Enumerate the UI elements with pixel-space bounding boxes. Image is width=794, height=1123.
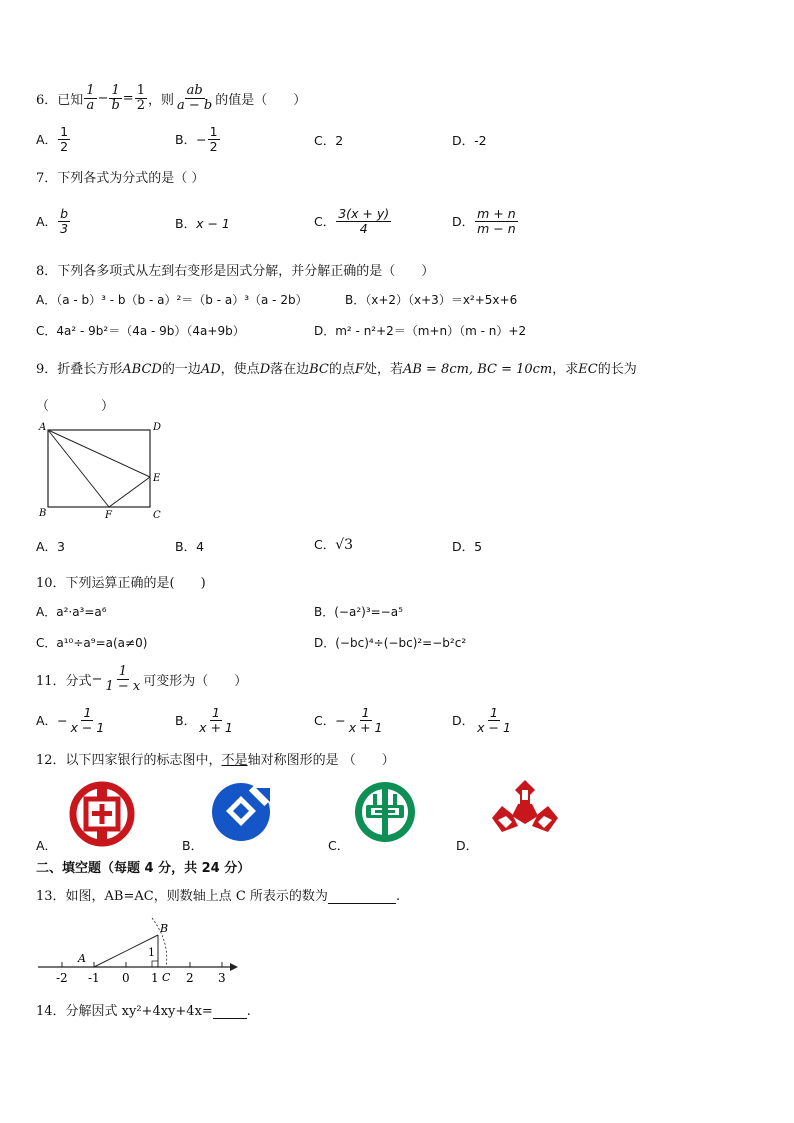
- figure-label-b: B: [39, 508, 47, 519]
- q9-rectangle-figure: [36, 418, 166, 522]
- q12-option-d[interactable]: D．: [456, 838, 479, 853]
- q8-option-b[interactable]: B．（x+2）（x+3）＝x²+5x+6: [345, 293, 518, 307]
- tick-label: 1: [151, 971, 159, 985]
- q6-option-b[interactable]: B． − $\frac{1}{2}$: [175, 124, 218, 154]
- q9-option-d[interactable]: D．5: [452, 539, 483, 554]
- tick-label: 2: [186, 971, 194, 985]
- q7-option-b[interactable]: B．x − 1: [175, 216, 230, 231]
- number-line-label-a: A: [78, 952, 86, 965]
- bocom-logo[interactable]: [210, 778, 276, 844]
- q10-option-a[interactable]: A．a²·a³=a⁶: [36, 605, 107, 619]
- number-line-label-one: 1: [148, 946, 155, 959]
- q8-option-a[interactable]: A．（a - b）³ - b（b - a）²＝（b - a）³（a - 2b）: [36, 293, 308, 307]
- q9-option-b[interactable]: B．4: [175, 539, 205, 554]
- number-line-label-c: C: [162, 971, 171, 984]
- q9-answer-paren: （ ）: [36, 399, 115, 414]
- q13-stem: 13．如图，AB=AC，则数轴上点 C 所表示的数为 .: [36, 889, 401, 904]
- q12-option-a[interactable]: A．: [36, 838, 58, 853]
- q10-option-d[interactable]: D．(−bc)⁴÷(−bc)²=−b²c²: [314, 636, 467, 650]
- q10-option-c[interactable]: C．a¹⁰÷a⁹=a(a≠0): [36, 636, 148, 650]
- q6-option-a[interactable]: A． $\frac{1}{2}$: [36, 124, 69, 154]
- q6-option-d[interactable]: D．-2: [452, 133, 487, 148]
- q7-option-d[interactable]: D． $\frac{m + n}{m - n}$: [452, 206, 516, 236]
- figure-label-e: E: [153, 473, 161, 484]
- fraction: $\frac{ab}{a - b}$: [177, 82, 213, 113]
- q11-option-b[interactable]: B． $\frac{1}{x + 1}$: [175, 705, 233, 735]
- q11-stem: 11．分式 − $\frac{1}{1 - x}$ 可变形为（ ）: [36, 663, 248, 694]
- tick-label: 3: [218, 971, 226, 985]
- q6-option-c[interactable]: C．2: [314, 133, 344, 148]
- q7-option-c[interactable]: C． $\frac{3(x + y)}{4}$: [314, 206, 390, 236]
- fraction: $\frac{1}{a}$: [86, 82, 95, 113]
- q14-stem: 14．分解因式 xy²+4xy+4x= .: [36, 1004, 251, 1019]
- q8-option-d[interactable]: D．m² - n²+2＝（m+n）（m - n）+2: [314, 324, 527, 338]
- q9-stem: 9．折叠长方形ABCD的一边AD，使点D落在边BC的点F处，若AB = 8cm, BC = 10cm，求EC的长为: [36, 362, 637, 377]
- q13-number-line-figure: [36, 912, 242, 988]
- q7-stem: 7．下列各式为分式的是（ ）: [36, 171, 205, 186]
- figure-label-d: D: [153, 422, 162, 433]
- tick-label: 0: [122, 971, 130, 985]
- q8-option-c[interactable]: C．4a² - 9b²＝（4a - 9b）（4a+9b）: [36, 324, 245, 338]
- tick-label: -1: [88, 971, 100, 985]
- figure-label-c: C: [153, 510, 161, 521]
- q10-option-b[interactable]: B．(−a²)³=−a⁵: [314, 605, 403, 619]
- answer-blank[interactable]: [328, 889, 396, 904]
- q12-stem: 12．以下四家银行的标志图中，不是轴对称图形的是 （ ）: [36, 753, 395, 768]
- q9-option-c[interactable]: C．√3: [314, 537, 354, 553]
- bank-d-logo[interactable]: [488, 776, 562, 846]
- figure-label-f: F: [105, 510, 112, 521]
- q11-option-c[interactable]: C． − $\frac{1}{x + 1}$: [314, 705, 383, 735]
- q12-option-b[interactable]: B．: [182, 838, 204, 853]
- q11-option-d[interactable]: D． $\frac{1}{x - 1}$: [452, 705, 511, 735]
- fraction: $\frac{1}{b}$: [111, 82, 120, 113]
- q10-stem: 10．下列运算正确的是( ): [36, 576, 206, 591]
- q7-option-a[interactable]: A． $\frac{b}{3}$: [36, 206, 69, 236]
- figure-label-a: A: [39, 422, 47, 433]
- fraction: $\frac{1}{2}$: [136, 82, 145, 113]
- q6-stem: 6．已知 $\frac{1}{a}$ − $\frac{1}{b}$ = $\frac{1}{2}$ ，则 $\frac{ab}{a - b}$ 的值是（ ）: [36, 82, 307, 113]
- number-line-label-b: B: [160, 922, 169, 935]
- q11-option-a[interactable]: A． − $\frac{1}{x - 1}$: [36, 705, 105, 735]
- section-title: 二、填空题（每题 4 分，共 24 分）: [36, 861, 251, 876]
- tick-label: -2: [56, 971, 68, 985]
- q9-option-a[interactable]: A．3: [36, 539, 66, 554]
- abc-logo[interactable]: [351, 778, 419, 846]
- answer-blank[interactable]: [213, 1004, 247, 1019]
- icbc-logo[interactable]: [68, 780, 136, 848]
- q8-stem: 8．下列各多项式从左到右变形是因式分解，并分解正确的是（ ）: [36, 264, 435, 279]
- q12-option-c[interactable]: C．: [328, 838, 350, 853]
